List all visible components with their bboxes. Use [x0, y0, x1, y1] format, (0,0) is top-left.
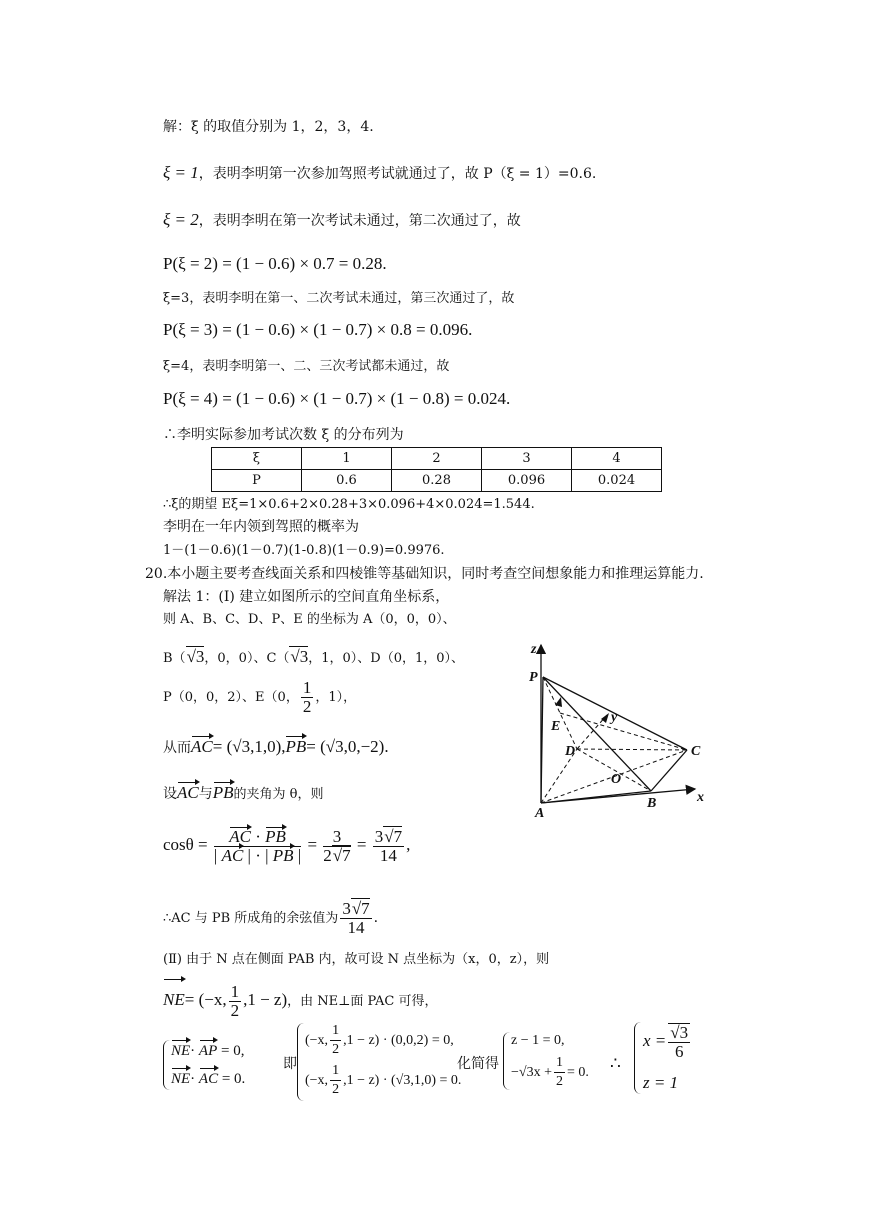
vector-pb: PB — [285, 737, 307, 756]
label-ji: 即 — [283, 1056, 297, 1072]
numerator: 1 — [302, 678, 312, 697]
line-19 — [163, 783, 323, 805]
coef: 3 — [342, 898, 351, 918]
table-cell: 4 — [572, 448, 662, 470]
system1-eq1 — [171, 1041, 244, 1061]
cos-theta: cosθ = — [163, 835, 208, 854]
line-15: 则 A、B、C、D、P、E 的坐标为 A（0，0，0）、 — [163, 612, 456, 627]
c-coord-start: ，0，0）、C（ — [204, 651, 290, 666]
table-row — [212, 470, 662, 492]
line-1: 解：ξ 的取值分别为 1，2，3，4. — [163, 119, 374, 135]
system2-eq1 — [305, 1022, 454, 1060]
table-cell: 1 — [302, 448, 392, 470]
vector-ac: AC — [198, 1071, 219, 1087]
denominator: 2 — [230, 1000, 240, 1020]
label-d: D — [565, 744, 576, 759]
eq-start: −√3x + — [511, 1065, 552, 1080]
denominator: 2√7 — [323, 845, 351, 865]
line-22: (Ⅱ) 由于 N 点在侧面 PAB 内，故可设 N 点坐标为（x，0，z），则 — [163, 952, 550, 967]
formula-p4: P(ξ = 4) = (1 − 0.6) × (1 − 0.7) × (1 − 0.8) = 0.024. — [163, 389, 511, 408]
line-14: 解法 1：(Ⅰ) 建立如图所示的空间直角坐标系， — [163, 589, 450, 605]
numerator — [340, 900, 371, 919]
line-21: ∴AC 与 PB 所成角的余弦值为 $\frac{3√7}{14}$ . — [163, 898, 379, 937]
xi-eq-2: ξ = 2 — [163, 210, 199, 229]
dot: · — [190, 1043, 199, 1059]
brace — [503, 1032, 510, 1090]
line-17 — [163, 678, 356, 718]
fraction-half — [229, 983, 242, 1020]
sqrt3: √3 — [290, 647, 309, 666]
p-e-coord: P（0，0，2）、E（0， — [163, 690, 299, 705]
b-coord-start: B（ — [163, 651, 186, 666]
denominator: | AC | · | PB | — [213, 845, 302, 865]
numerator: AC · PB — [214, 828, 301, 847]
fraction-dot-product — [214, 828, 301, 865]
x-eq: x = — [643, 1031, 667, 1050]
label-p: P — [529, 670, 538, 685]
label-c: C — [691, 744, 701, 759]
therefore-symbol: ∴ — [610, 1054, 621, 1073]
label-y: y — [611, 710, 618, 725]
vec-end: ,1 − z) · (√3,1,0) = 0. — [343, 1073, 462, 1088]
cos-formula: cosθ = $\frac{AC \cdot PB}{| AC | \cdot | PB |}$ = $\frac{3}{2√7}$ = $\frac{3√7}{14}$ , — [163, 826, 411, 865]
edge-pb — [543, 677, 651, 791]
vector-pb: PB — [272, 845, 294, 865]
line-3-text: ，表明李明在第一次考试未通过，第二次通过了，故 — [198, 213, 521, 229]
eq-end: = 0. — [566, 1065, 589, 1080]
denominator: 6 — [674, 1042, 684, 1062]
table-cell: P — [212, 470, 302, 492]
sqrt7: √7 — [351, 898, 370, 918]
equals: = — [307, 835, 318, 854]
line-5: ξ=3，表明李明在第一、二次考试未通过，第三次通过了，故 — [163, 291, 515, 306]
vector-ap: AP — [198, 1043, 218, 1059]
fraction-half — [301, 679, 314, 716]
table-cell: 0.28 — [392, 470, 482, 492]
table-cell: 2 — [392, 448, 482, 470]
formula-p3: P(ξ = 3) = (1 − 0.6) × (1 − 0.7) × 0.8 = 0.096. — [163, 320, 473, 339]
label-e: E — [551, 719, 561, 734]
table-cell: ξ — [212, 448, 302, 470]
fraction-3-over-2sqrt7 — [323, 828, 350, 865]
vector-pb: PB — [212, 783, 234, 802]
label-and: 与 — [198, 786, 213, 802]
system3-eq1: z − 1 = 0, — [511, 1033, 565, 1048]
vector-ne: NE — [171, 1043, 191, 1059]
label-o: O — [611, 772, 622, 787]
vec-start: (−x, — [305, 1033, 329, 1048]
e-coord-end: ，1）， — [315, 690, 357, 705]
sqrt7: √7 — [332, 845, 351, 865]
fraction-result — [373, 828, 404, 865]
vector-ne: NE — [163, 980, 185, 1020]
system1-eq2 — [171, 1069, 245, 1089]
denominator: 2 — [332, 1042, 340, 1058]
coef: 3 — [374, 826, 384, 846]
vector-ac: AC — [229, 826, 251, 846]
fraction-half — [330, 1022, 341, 1059]
vector-ne: NE — [171, 1071, 191, 1087]
dot: · — [190, 1071, 199, 1087]
brace — [163, 1040, 170, 1090]
fraction-half — [330, 1062, 341, 1099]
line-11: 李明在一年内领到驾照的概率为 — [163, 519, 359, 535]
denominator: 14 — [347, 917, 365, 937]
label-angle: 的夹角为 θ，则 — [233, 787, 324, 802]
line-18 — [163, 737, 389, 758]
fraction-half — [554, 1054, 565, 1091]
line-16 — [163, 647, 464, 669]
label-a: A — [535, 806, 545, 821]
brace — [634, 1022, 641, 1094]
label-simplify: 化简得 — [457, 1056, 499, 1072]
numerator: 1 — [330, 1062, 341, 1081]
ac-value: = (√3,1,0), — [212, 737, 286, 756]
line-ec — [560, 713, 687, 750]
label-z: z — [531, 642, 537, 657]
label-x: x — [697, 790, 704, 805]
line-7: ξ=4，表明李明第一、二、三次考试都未通过，故 — [163, 359, 450, 374]
vector-ac: AC — [177, 783, 199, 802]
vector-pb: PB — [265, 826, 286, 846]
vec-start: (−x, — [305, 1073, 329, 1088]
line-2-text: ，表明李明第一次参加驾照考试就通过了，故 P（ξ = 1）=0.6. — [198, 166, 597, 182]
pyramid-figure — [515, 637, 715, 821]
denominator: 2 — [555, 1074, 563, 1090]
eq-zero: = 0, — [217, 1043, 245, 1059]
line-12: 1－(1－0.6)(1－0.7)(1-0.8)(1－0.9)=0.9976. — [163, 543, 445, 558]
numerator: 1 — [554, 1054, 565, 1073]
equals: = — [356, 835, 367, 854]
label-therefore: 从而 — [163, 740, 191, 756]
numerator — [373, 828, 404, 847]
line-2 — [163, 163, 596, 184]
line-3 — [163, 210, 521, 231]
d-coord: ，1，0）、D（0，1，0）、 — [308, 651, 465, 666]
vec-end: ,1 − z) · (0,0,2) = 0, — [343, 1033, 454, 1048]
line-13: 20.本小题主要考查线面关系和四棱锥等基础知识，同时考查空间想象能力和推理运算能力. — [145, 566, 704, 582]
sqrt3: √3 — [186, 647, 205, 666]
denominator: 14 — [379, 845, 397, 865]
system2-eq2 — [305, 1062, 461, 1100]
table-row — [212, 448, 662, 470]
sqrt7: √7 — [384, 826, 403, 846]
table-cell: 0.024 — [572, 470, 662, 492]
eq-zero: = 0. — [218, 1071, 246, 1087]
formula-p2: P(ξ = 2) = (1 − 0.6) × 0.7 = 0.28. — [163, 254, 387, 273]
line-23 — [163, 980, 438, 1022]
label-let: 设 — [163, 786, 177, 802]
denominator: 2 — [332, 1082, 340, 1098]
brace — [297, 1023, 304, 1101]
ne-text: ，由 NE⊥面 PAC 可得， — [287, 994, 438, 1009]
pb-value: = (√3,0,−2). — [306, 737, 389, 756]
system3-eq2 — [511, 1054, 589, 1092]
table-cell: 0.6 — [302, 470, 392, 492]
xi-eq-1: ξ = 1 — [163, 163, 199, 182]
ne-start: = (−x, — [184, 990, 227, 1009]
fraction-result — [340, 900, 371, 937]
distribution-table — [211, 447, 662, 492]
numerator: 3 — [323, 828, 350, 847]
numerator: 1 — [330, 1022, 341, 1041]
line-9: ∴李明实际参加考试次数 ξ 的分布列为 — [163, 427, 404, 443]
cosine-label: ∴AC 与 PB 所成角的余弦值为 — [163, 911, 339, 926]
numerator: 1 — [230, 981, 240, 1001]
denominator: 2 — [302, 697, 312, 716]
edge-dc — [577, 749, 687, 750]
solution-x — [643, 1022, 692, 1061]
vector-ac: AC — [191, 737, 213, 756]
line-10: ∴ξ的期望 Eξ=1×0.6+2×0.28+3×0.096+4×0.024=1.544. — [163, 497, 535, 512]
solution-z: z = 1 — [643, 1073, 679, 1092]
numerator: √3 — [670, 1023, 689, 1043]
label-b: B — [647, 796, 657, 811]
ne-end: ,1 − z) — [243, 990, 288, 1009]
vector-ac: AC — [221, 845, 244, 865]
y-arrow-icon — [601, 713, 609, 723]
table-cell: 0.096 — [482, 470, 572, 492]
table-cell: 3 — [482, 448, 572, 470]
fraction-sqrt3-over-6 — [668, 1023, 690, 1061]
